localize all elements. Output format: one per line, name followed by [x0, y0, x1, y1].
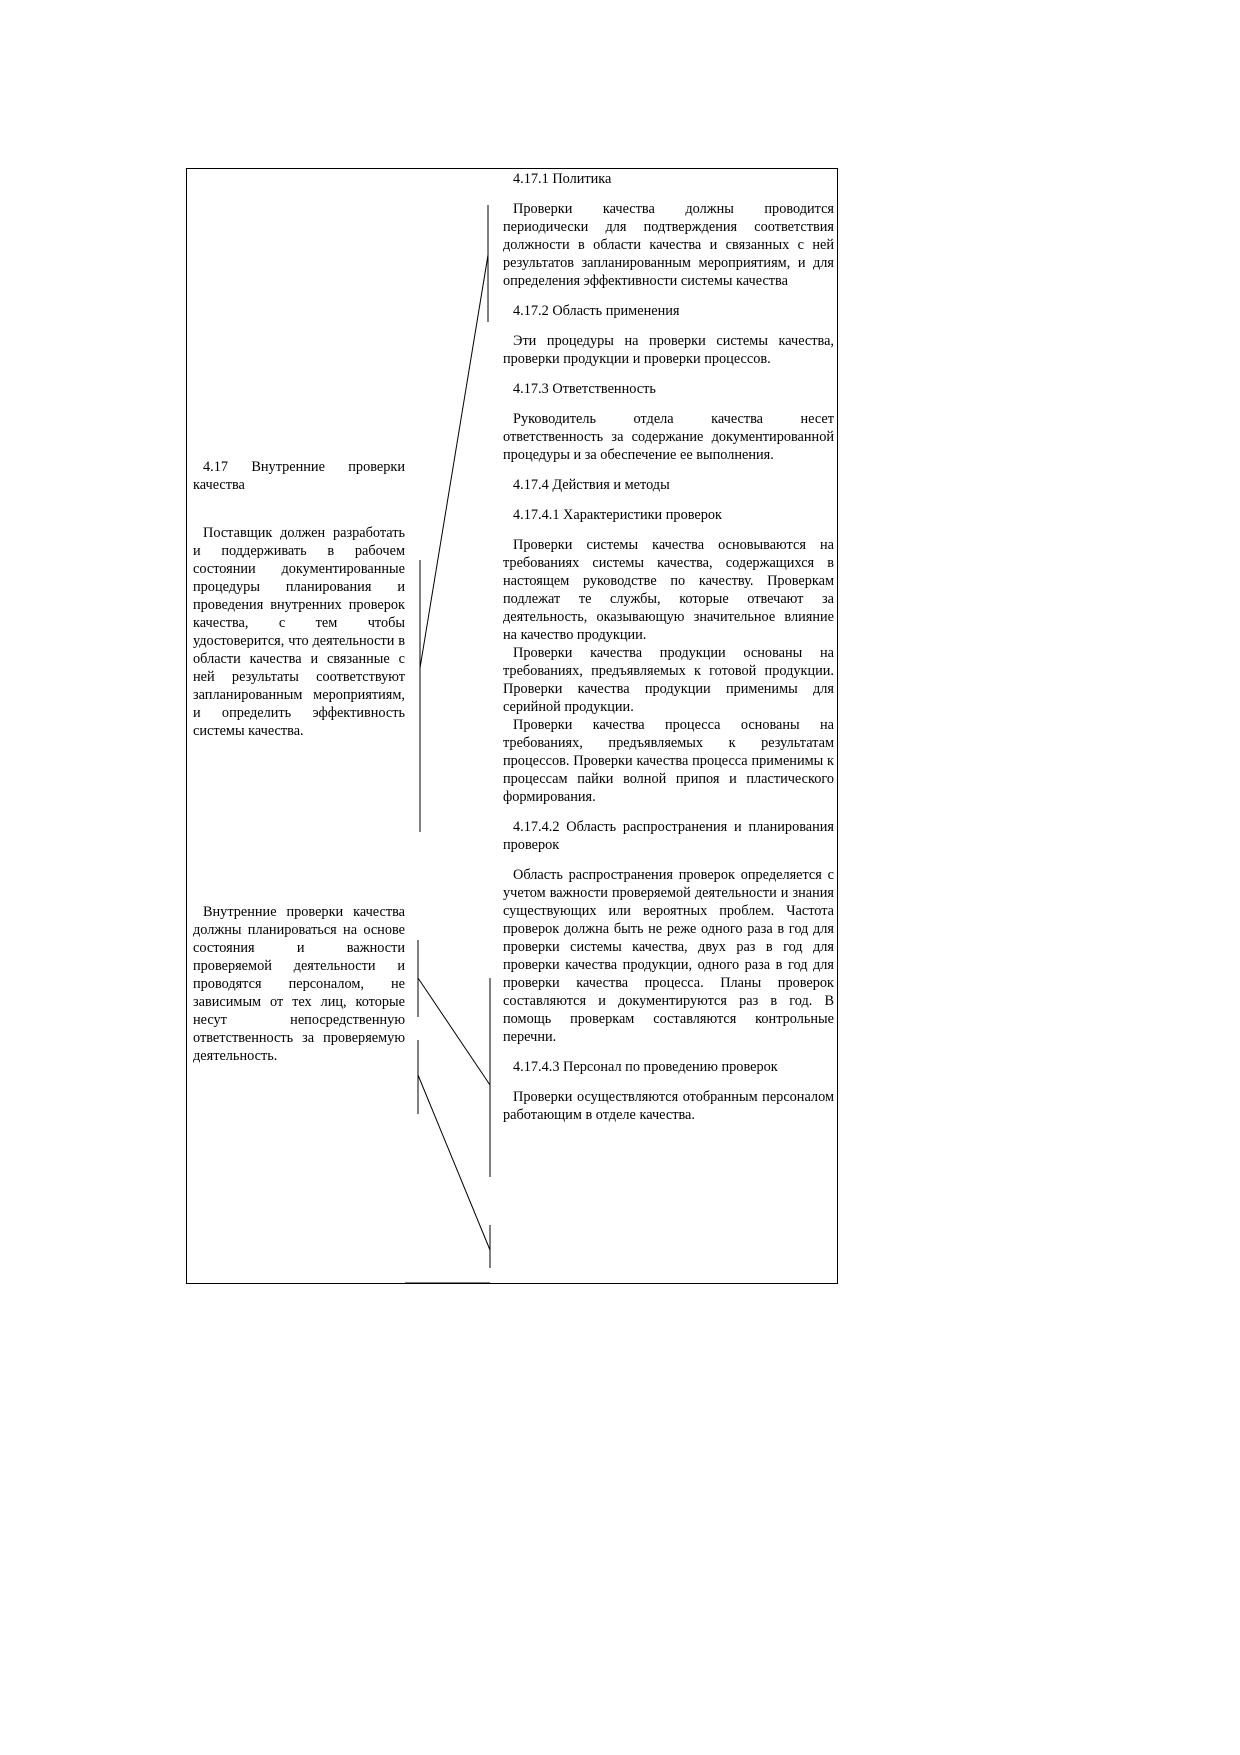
paragraph-planning: Область распространения проверок определяется с учетом важности проверяемой деятельности и знания существующих или вероятных проблем. Частота проверок должна быть не реже одного раза в год для проверки системы качества, двух раз в год для проверки качества продукции, одного раза в год для проверки качества процесса. Планы проверок составляются и документируются раз в год. В помощь проверкам составляются контрольные перечни. [503, 867, 834, 1045]
heading-planning: 4.17.4.2 Область распространения и планирования проверок [503, 819, 834, 853]
paragraph-characteristics-1: Проверки системы качества основываются на требованиях системы качества, содержащихся в настоящем руководстве по качеству. Проверкам подлежат те службы, которые отвечают за деятельность, оказывающую значительное влияние на качество продукции. [503, 537, 834, 643]
left-section-title: 4.17 Внутренние проверки качества [193, 459, 405, 493]
heading-characteristics: 4.17.4.1 Характеристики проверок [513, 507, 722, 523]
left-paragraph-2: Внутренние проверки качества должны планироваться на основе состояния и важности проверяемой деятельности и проводятся персоналом, не зависимым от тех лиц, которые несут непосредственную ответственность за проверяемую деятельность. [193, 904, 405, 1064]
paragraph-characteristics-3: Проверки качества процесса основаны на требованиях, предъявляемых к результатам процессов. Проверки качества процесса применимы к процессам пайки волной припоя и пластического формирования. [503, 717, 834, 805]
heading-responsibility: 4.17.3 Ответственность [513, 381, 656, 397]
left-section-title-block [193, 458, 405, 494]
paragraph-scope: Эти процедуры на проверки системы качества, проверки продукции и проверки процессов. [503, 333, 834, 367]
paragraph-characteristics-2: Проверки качества продукции основаны на требованиях, предъявляемых к готовой продукции. Проверки качества продукции применимы для серийной продукции. [503, 645, 834, 715]
right-column [503, 170, 834, 1136]
paragraph-policy: Проверки качества должны проводится периодически для подтверждения соответствия должности в области качества и связанных с ней результатов запланированным мероприятиям, и для определения эффективности системы качества [503, 201, 834, 289]
left-paragraph-2-block [193, 903, 405, 1065]
paragraph-staff: Проверки осуществляются отобранным персоналом работающим в отделе качества. [503, 1089, 834, 1123]
paragraph-responsibility: Руководитель отдела качества несет ответственность за содержание документированной процедуры и за обеспечение ее выполнения. [503, 411, 834, 463]
heading-policy: 4.17.1 Политика [513, 171, 612, 187]
left-paragraph-1-block [193, 524, 405, 740]
heading-scope: 4.17.2 Область применения [513, 303, 680, 319]
heading-actions: 4.17.4 Действия и методы [513, 477, 670, 493]
heading-staff: 4.17.4.3 Персонал по проведению проверок [513, 1059, 778, 1075]
left-paragraph-1: Поставщик должен разработать и поддерживать в рабочем состоянии документированные процедуры планирования и проведения внутренних проверок качества, с тем чтобы удостоверится, что деятельности в области качества и связанные с ней результаты соответствуют запланированным мероприятиям, и определить эффективность системы качества. [193, 525, 405, 739]
